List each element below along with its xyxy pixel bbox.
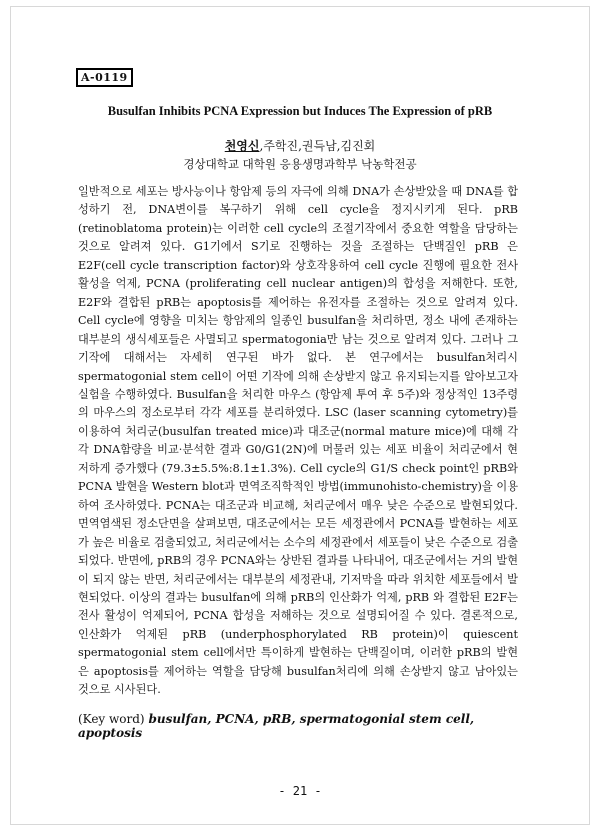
keywords-terms: busulfan, PCNA, pRB, spermatogonial stem cell, apoptosis bbox=[78, 712, 475, 740]
co-authors: ,주학진,권득남,김진회 bbox=[259, 139, 376, 153]
abstract-id-box: A-0119 bbox=[76, 68, 133, 87]
keywords-label: (Key word) bbox=[78, 712, 145, 726]
presenting-author: 천영신 bbox=[224, 139, 260, 153]
paper-title: Busulfan Inhibits PCNA Expression but Induces The Expression of pRB bbox=[107, 104, 493, 118]
affiliation: 경상대학교 대학원 응용생명과학부 낙농학전공 bbox=[183, 157, 417, 171]
keywords-line bbox=[78, 712, 528, 740]
page-number: - 21 - bbox=[278, 784, 322, 798]
abstract-body: 일반적으로 세포는 방사능이나 항암제 등의 자극에 의해 DNA가 손상받았을 때 DNA를 합성하기 전, DNA변이를 복구하기 위해 cell cycle을 정지시키게 된다. pRB (retinoblatoma protein)는 이러한 cell cycle의 조절기작에서 중요한 역할을 담당하는 것으로 알려져 있다. G1기에서 S기로 진행하는 것을 조절하는 단백질인 pRB 은 E2F(cell cycle transcription factor)와 상호작용하여 cell cycle 진행에 필요한 전사 활성을 억제, PCNA (proliferating cell nuclear antigen)의 합성을 저해한다. 또한, E2F와 결합된 pRB는 apoptosis를 제어하는 유전자를 조절하는 것으로 알려져 있다. Cell cycle에 영향을 미치는 항암제의 일종인 busulfan을 처리하면, 정소 내에 존재하는 대부분의 생식세포들은 사멸되고 spermatogonia만 남는 것으로 알려져 있다. 그러나 그 기작에 대해서는 자세히 연구된 바가 없다. 본 연구에서는 busulfan처리시 spermatogonial stem cell이 어떤 기작에 의해 손상받지 않고 유지되는지를 알아보고자 실험을 수행하였다. Busulfan을 처리한 마우스 (항암제 투여 후 5주)와 정상적인 13주령의 마우스의 정소로부터 각각 세포를 분리하였다. LSC (laser scanning cytometry)를 이용하여 처리군(busulfan treated mice)과 대조군(normal mature mice)에 대해 각각 DNA함량을 비교·분석한 결과 G0/G1(2N)에 머물러 있는 세포 비율이 처리군에서 현저하게 증가했다 (79.3±5.5%:8.1±1.3%). Cell cycle의 G1/S check point인 pRB와 PCNA 발현을 Western blot과 면역조직학적인 방법(immunohisto-chemistry)을 이용하여 조사하였다. PCNA는 대조군과 비교해, 처리군에서 매우 낮은 수준으로 발현되었다. 면역염색된 정소단면을 살펴보면, 대조군에서는 모든 세정관에서 PCNA를 발현하는 세포가 높은 비율로 검출되었고, 처리군에서는 소수의 세정관에서 세포들이 낮은 수준으로 검출되었다. 반면에, pRB의 경우 PCNA와는 상반된 결과를 나타내어, 대조군에서는 거의 발현이 되지 않는 반면, 처리군에서는 대부분의 세정관내, 기저막을 따라 위치한 세포들에서 발현되었다. 이상의 결과는 busulfan에 의해 pRB의 인산화가 억제, pRB 와 결합된 E2F는 전사 활성이 억제되어, PCNA 합성을 저해하는 것으로 설명되어질 수 있다. 결론적으로, 인산화가 억제된 pRB (underphosphorylated RB protein)이 quiescent spermatogonial stem cell에서만 특이하게 발현하는 단백질이며, 이러한 pRB의 발현은 apoptosis를 제어하는 역할을 담당해 busulfan처리에 의해 손상받지 않고 남아있는 것으로 시사된다. bbox=[78, 185, 518, 697]
author-line bbox=[60, 137, 540, 154]
